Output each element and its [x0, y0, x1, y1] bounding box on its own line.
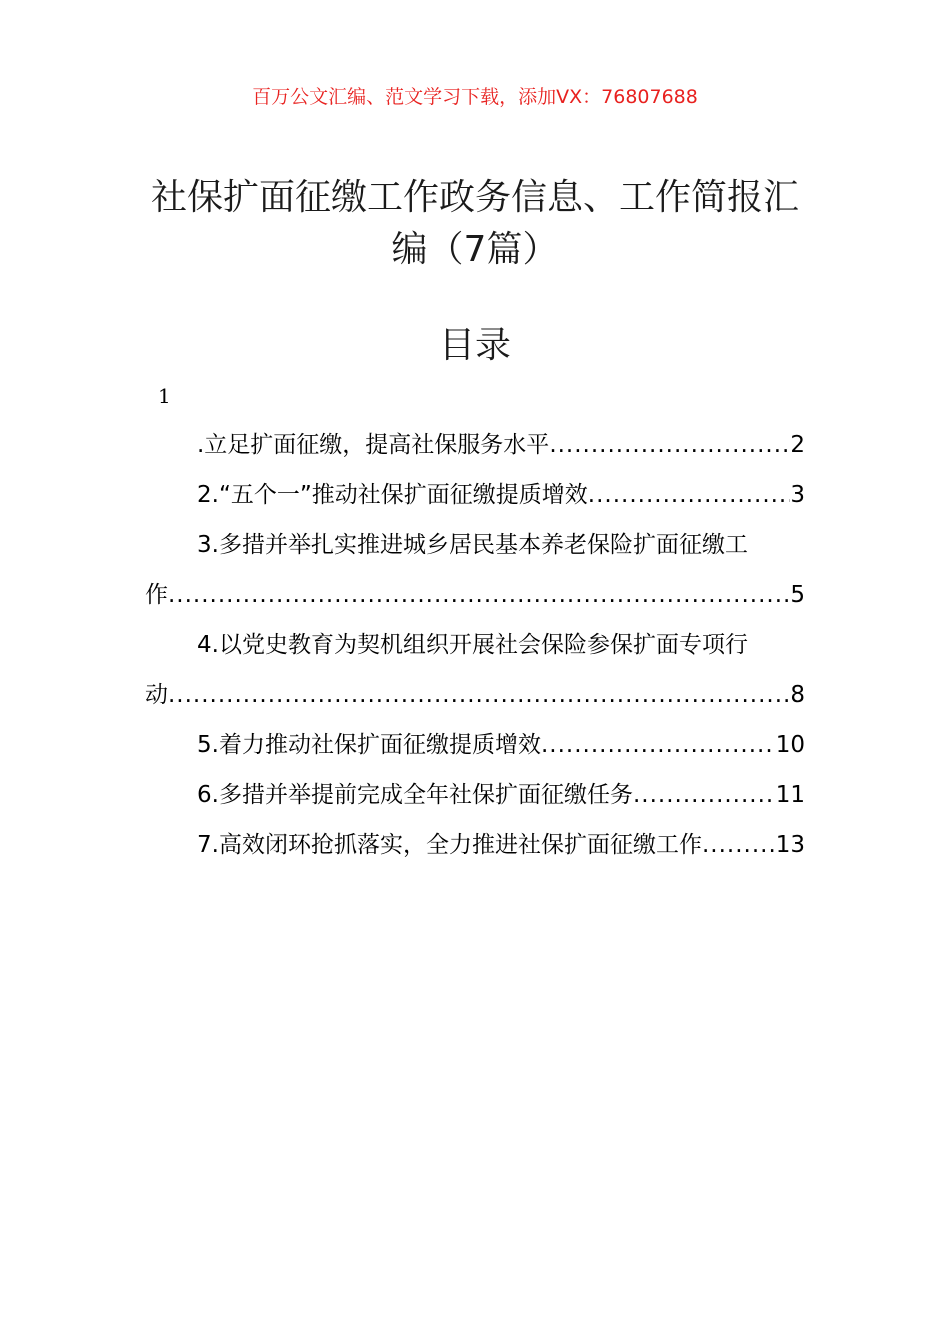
toc-entry-first-line: 3.多措并举扎实推进城乡居民基本养老保险扩面征缴工: [197, 532, 748, 558]
toc-entry-6[interactable]: [145, 770, 805, 820]
toc-leader-dots: [588, 470, 791, 520]
document-title: 社保扩面征缴工作政务信息、工作简报汇编（7篇）: [150, 177, 799, 270]
toc-entry-text: 5.着力推动社保扩面征缴提质增效: [197, 732, 541, 758]
toc-leader-dots: [549, 420, 790, 470]
watermark-text: 百万公文汇编、范文学习下载，添加VX：76807688: [252, 86, 698, 108]
toc-entry-first-line: 4.以党史教育为契机组织开展社会保险参保扩面专项行: [197, 632, 748, 658]
toc-entry-3[interactable]: [145, 520, 805, 620]
toc-entry-text: 6.多措并举提前完成全年社保扩面征缴任务: [197, 782, 633, 808]
toc-entry-text: 动: [145, 682, 168, 708]
toc-entry-7[interactable]: [145, 820, 805, 870]
toc-page-number: 2: [790, 432, 805, 458]
toc-page-number: 5: [790, 582, 805, 608]
toc-leader-dots: [168, 570, 790, 620]
toc-leader-dots: [168, 670, 790, 720]
toc-leader-dots: [633, 770, 776, 820]
toc-page-number: 10: [775, 732, 805, 758]
toc-entry-text: 作: [145, 582, 168, 608]
toc-leader-dots: [541, 720, 776, 770]
toc-marker: 1: [158, 384, 171, 408]
toc-entry-5[interactable]: [145, 720, 805, 770]
toc-page-number: 8: [790, 682, 805, 708]
toc-leader-dots: [702, 820, 776, 870]
toc-heading: 目录: [438, 325, 511, 366]
toc-entry-text: 2.“五个一”推动社保扩面征缴提质增效: [197, 482, 588, 508]
toc-page-number: 3: [790, 482, 805, 508]
toc-entry-2[interactable]: [145, 470, 805, 520]
toc-entry-text: 7.高效闭环抢抓落实，全力推进社保扩面征缴工作: [197, 832, 702, 858]
toc-page-number: 11: [775, 782, 805, 808]
table-of-contents: [145, 420, 805, 870]
toc-entry-1[interactable]: [145, 420, 805, 470]
toc-page-number: 13: [775, 832, 805, 858]
toc-entry-text: .立足扩面征缴，提高社保服务水平: [197, 432, 550, 458]
toc-entry-4[interactable]: [145, 620, 805, 720]
